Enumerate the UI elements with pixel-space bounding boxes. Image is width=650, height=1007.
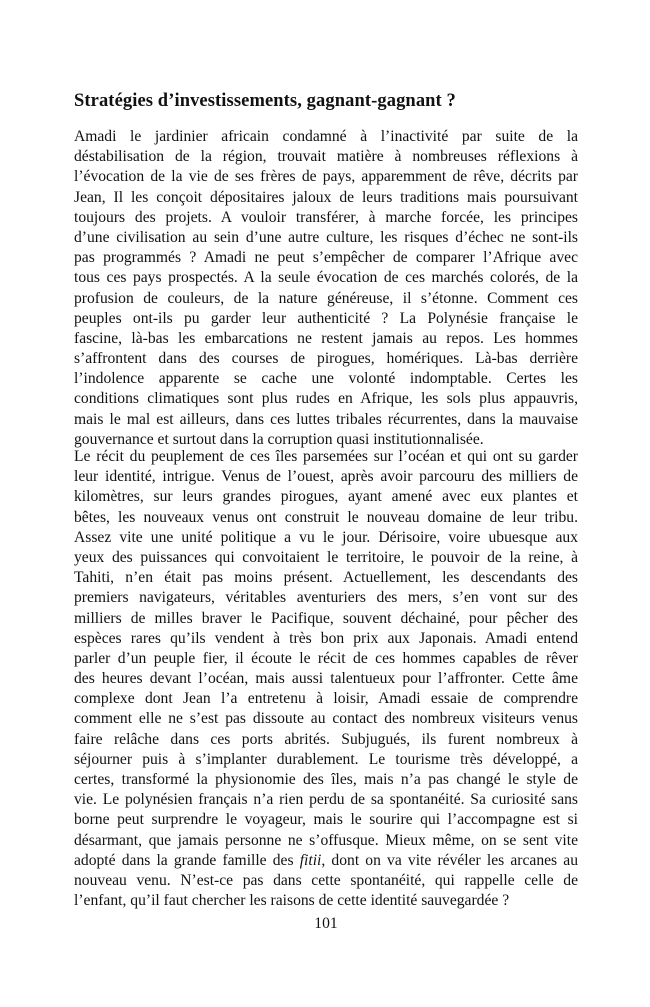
text-line: profusion de couleurs, de la nature généreuse, il s’étonne. Comment ces — [74, 289, 578, 307]
text-line: l’évocation de la vie de ses frères de pays, apparemment de rêve, décrits par — [74, 168, 578, 186]
page-number: 101 — [314, 915, 338, 932]
text-line: Amadi le jardinier africain condamné à l’inactivité par suite de la — [74, 128, 578, 145]
text-line: borne peut surprendre le voyageur, mais le sourire qui l’accompagne est si — [74, 811, 578, 829]
text-line: vie. Le polynésien français n’a rien perdu de sa spontanéité. Sa curiosité sans — [74, 791, 578, 809]
text-line: parler d’un peuple fier, il écoute le récit de ces hommes capables de rêver — [74, 649, 578, 667]
text-line: mais le mal est ailleurs, dans ces luttes tribales récurrentes, dans la mauvaise — [74, 410, 578, 428]
text-line: premiers navigateurs, véritables aventuriers des mers, s’en vont sur des — [74, 589, 578, 607]
text-line: Jean, Il les conçoit dépositaires jaloux de leurs traditions mais poursuivant — [74, 188, 578, 206]
text-line-with-italic: adopté dans la grande famille des fitii, dont on va vite révéler les arcanes au — [74, 851, 578, 869]
text-line: l’enfant, qu’il faut chercher les raisons de cette identité sauvegardée ? — [74, 892, 510, 910]
text-line: fascine, là-bas les embarcations ne restent jamais au repos. Les hommes — [74, 329, 578, 347]
text-line: bêtes, les nouveaux venus ont construit le nouveau domaine de leur tribu. — [74, 508, 578, 526]
text-line: peuples ont-ils pu garder leur authenticité ? La Polynésie française le — [74, 309, 578, 327]
text-line: déstabilisation de la région, trouvait matière à nombreuses réflexions à — [74, 148, 578, 166]
text-line: s’affrontent dans des courses de pirogues, homériques. Là-bas derrière — [74, 350, 578, 368]
text-line: l’indolence apparente se cache une volonté indomptable. Certes les — [74, 370, 578, 388]
text-line: pas programmés ? Amadi ne peut s’empêcher de comparer l’Afrique avec — [74, 249, 578, 267]
text-line: Tahiti, n’en était pas moins présent. Actuellement, les descendants des — [74, 569, 578, 587]
text-line: nouveau venu. N’est-ce pas dans cette spontanéité, qui rappelle celle de — [74, 871, 578, 889]
text-line: Assez vite une unité politique a vu le jour. Dérisoire, voire ubuesque aux — [74, 528, 578, 546]
text-line: faire relâche dans ces ports abrités. Subjugués, ils furent nombreux à — [74, 730, 578, 748]
text-line: gouvernance et surtout dans la corruption quasi institutionnalisée. — [74, 430, 484, 448]
text-line: milliers de milles braver le Pacifique, souvent déchainé, pour pêcher des — [74, 609, 578, 627]
text-line: désarmant, que jamais personne ne s’offusque. Mieux même, on se sent vite — [74, 831, 578, 849]
text-line: yeux des puissances qui convoitaient le territoire, le pouvoir de la reine, à — [74, 548, 578, 566]
text-line: toujours des projets. A vouloir transférer, à marche forcée, les principes — [74, 208, 578, 226]
text-line: d’une civilisation au sein d’une autre culture, les risques d’échec ne sont-ils — [74, 228, 578, 246]
text-line: des heures devant l’océan, mais aussi talentueux pour l’affronter. Cette âme — [74, 670, 578, 688]
text-line: tous ces pays prospectés. A la seule évocation de ces marchés colorés, de la — [74, 269, 578, 287]
text-line: leur identité, intrigue. Venus de l’ouest, après avoir parcouru des milliers de — [74, 468, 578, 486]
text-line: espèces rares qu’ils vendent à très bon prix aux Japonais. Amadi entend — [74, 629, 578, 647]
paragraph-1 — [74, 127, 578, 450]
text-line: comment elle ne s’est pas dissoute au contact des nombreux visiteurs venus — [74, 710, 578, 728]
text-line: Le récit du peuplement de ces îles parsemées sur l’océan et qui ont su garder — [74, 448, 578, 465]
italic-word: fitii — [299, 851, 322, 869]
section-title: Stratégies d’investissements, gagnant-gagnant ? — [74, 91, 456, 111]
text-line: conditions climatiques sont plus rudes en Afrique, les sols plus appauvris, — [74, 390, 578, 408]
text-line: kilomètres, sur leurs grandes pirogues, ayant amené avec eux plantes et — [74, 488, 578, 506]
text-line: certes, transformé la physionomie des îles, mais n’a pas changé le style de — [74, 771, 578, 788]
paragraph-2 — [74, 447, 578, 911]
text-line: complexe dont Jean l’a entretenu à loisir, Amadi essaie de comprendre — [74, 690, 578, 708]
text-line: séjourner puis à s’implanter durablement. Le tourisme très développé, a — [74, 750, 578, 768]
